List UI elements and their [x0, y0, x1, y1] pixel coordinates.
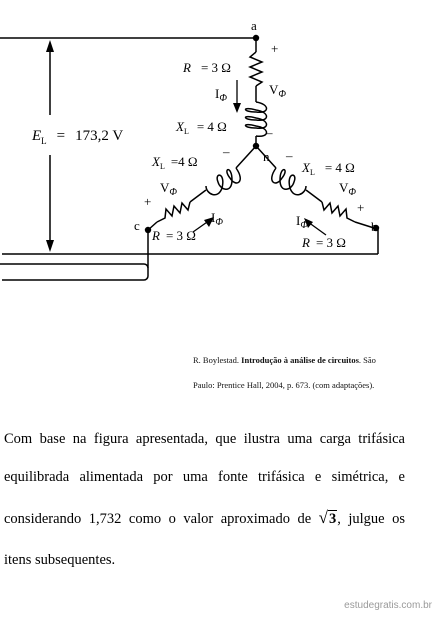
resistor-c [157, 202, 190, 222]
branch-c-resistance: R = 3 Ω [152, 228, 196, 243]
current-arrow-a [233, 103, 241, 113]
branch-a-minus: – [266, 125, 273, 140]
node-c-dot [145, 227, 151, 233]
branch-c-voltage: $V_\Phi$ [160, 180, 178, 198]
el-arrowhead-bottom [46, 240, 54, 252]
branch-b-minus: – [286, 148, 293, 163]
source-voltage-label: $E_L = 173,2$ V [32, 128, 124, 146]
question-line-1: Com base na figura apresentada, que ilustra uma carga trifásica [4, 431, 405, 447]
branch-b-voltage: $V_\Phi$ [339, 180, 357, 198]
branch-c-plus: + [144, 194, 152, 209]
question-line-2: equilibrada alimentada por uma fonte trifásica e simétrica, e [4, 469, 405, 485]
branch-b-current: $I_\Phi$ [296, 213, 308, 231]
branch-a-current: $I_\Phi$ [215, 86, 227, 104]
line-c-wire [0, 264, 148, 280]
node-c-label: c [134, 218, 140, 233]
caption-line-1: R. Boylestad. Introdução à análise de circuitos. São [193, 355, 376, 365]
inductor-a [246, 102, 267, 136]
caption-line-2: Paulo: Prentice Hall, 2004, p. 673. (com adaptações). [193, 380, 375, 390]
node-a-dot [253, 35, 259, 41]
resistor-b [322, 202, 355, 222]
branch-b-plus: + [357, 200, 365, 215]
branch-a-plus: + [271, 41, 279, 56]
branch-b-resistance: R = 3 Ω [302, 235, 346, 250]
question-line-3: considerando 1,732 como o valor aproximado de √3, julgue os [4, 508, 405, 527]
question-line-4: itens subsequentes. [4, 552, 116, 568]
branch-c-reactance: $X_L =4$ Ω [152, 154, 198, 171]
sqrt-3: √3 [318, 508, 337, 527]
branch-c-minus: – [223, 144, 230, 159]
inductor-c [206, 168, 240, 195]
branch-a-reactance: $X_L = 4$ Ω [176, 119, 227, 136]
node-n-label: n [263, 149, 270, 164]
branch-a-voltage: $V_\Phi$ [269, 82, 287, 100]
resistor-a [250, 52, 262, 86]
el-arrowhead-top [46, 40, 54, 52]
node-n-dot [253, 143, 259, 149]
branch-a-resistance: R = 3 Ω [183, 60, 231, 75]
branch-b-reactance: $X_L = 4$ Ω [302, 160, 355, 177]
inductor-b [272, 168, 306, 195]
watermark: estudegratis.com.br [344, 600, 432, 611]
node-b-label: b [371, 219, 378, 234]
branch-c-current: $I_\Phi$ [211, 210, 223, 228]
node-a-label: a [251, 18, 257, 33]
